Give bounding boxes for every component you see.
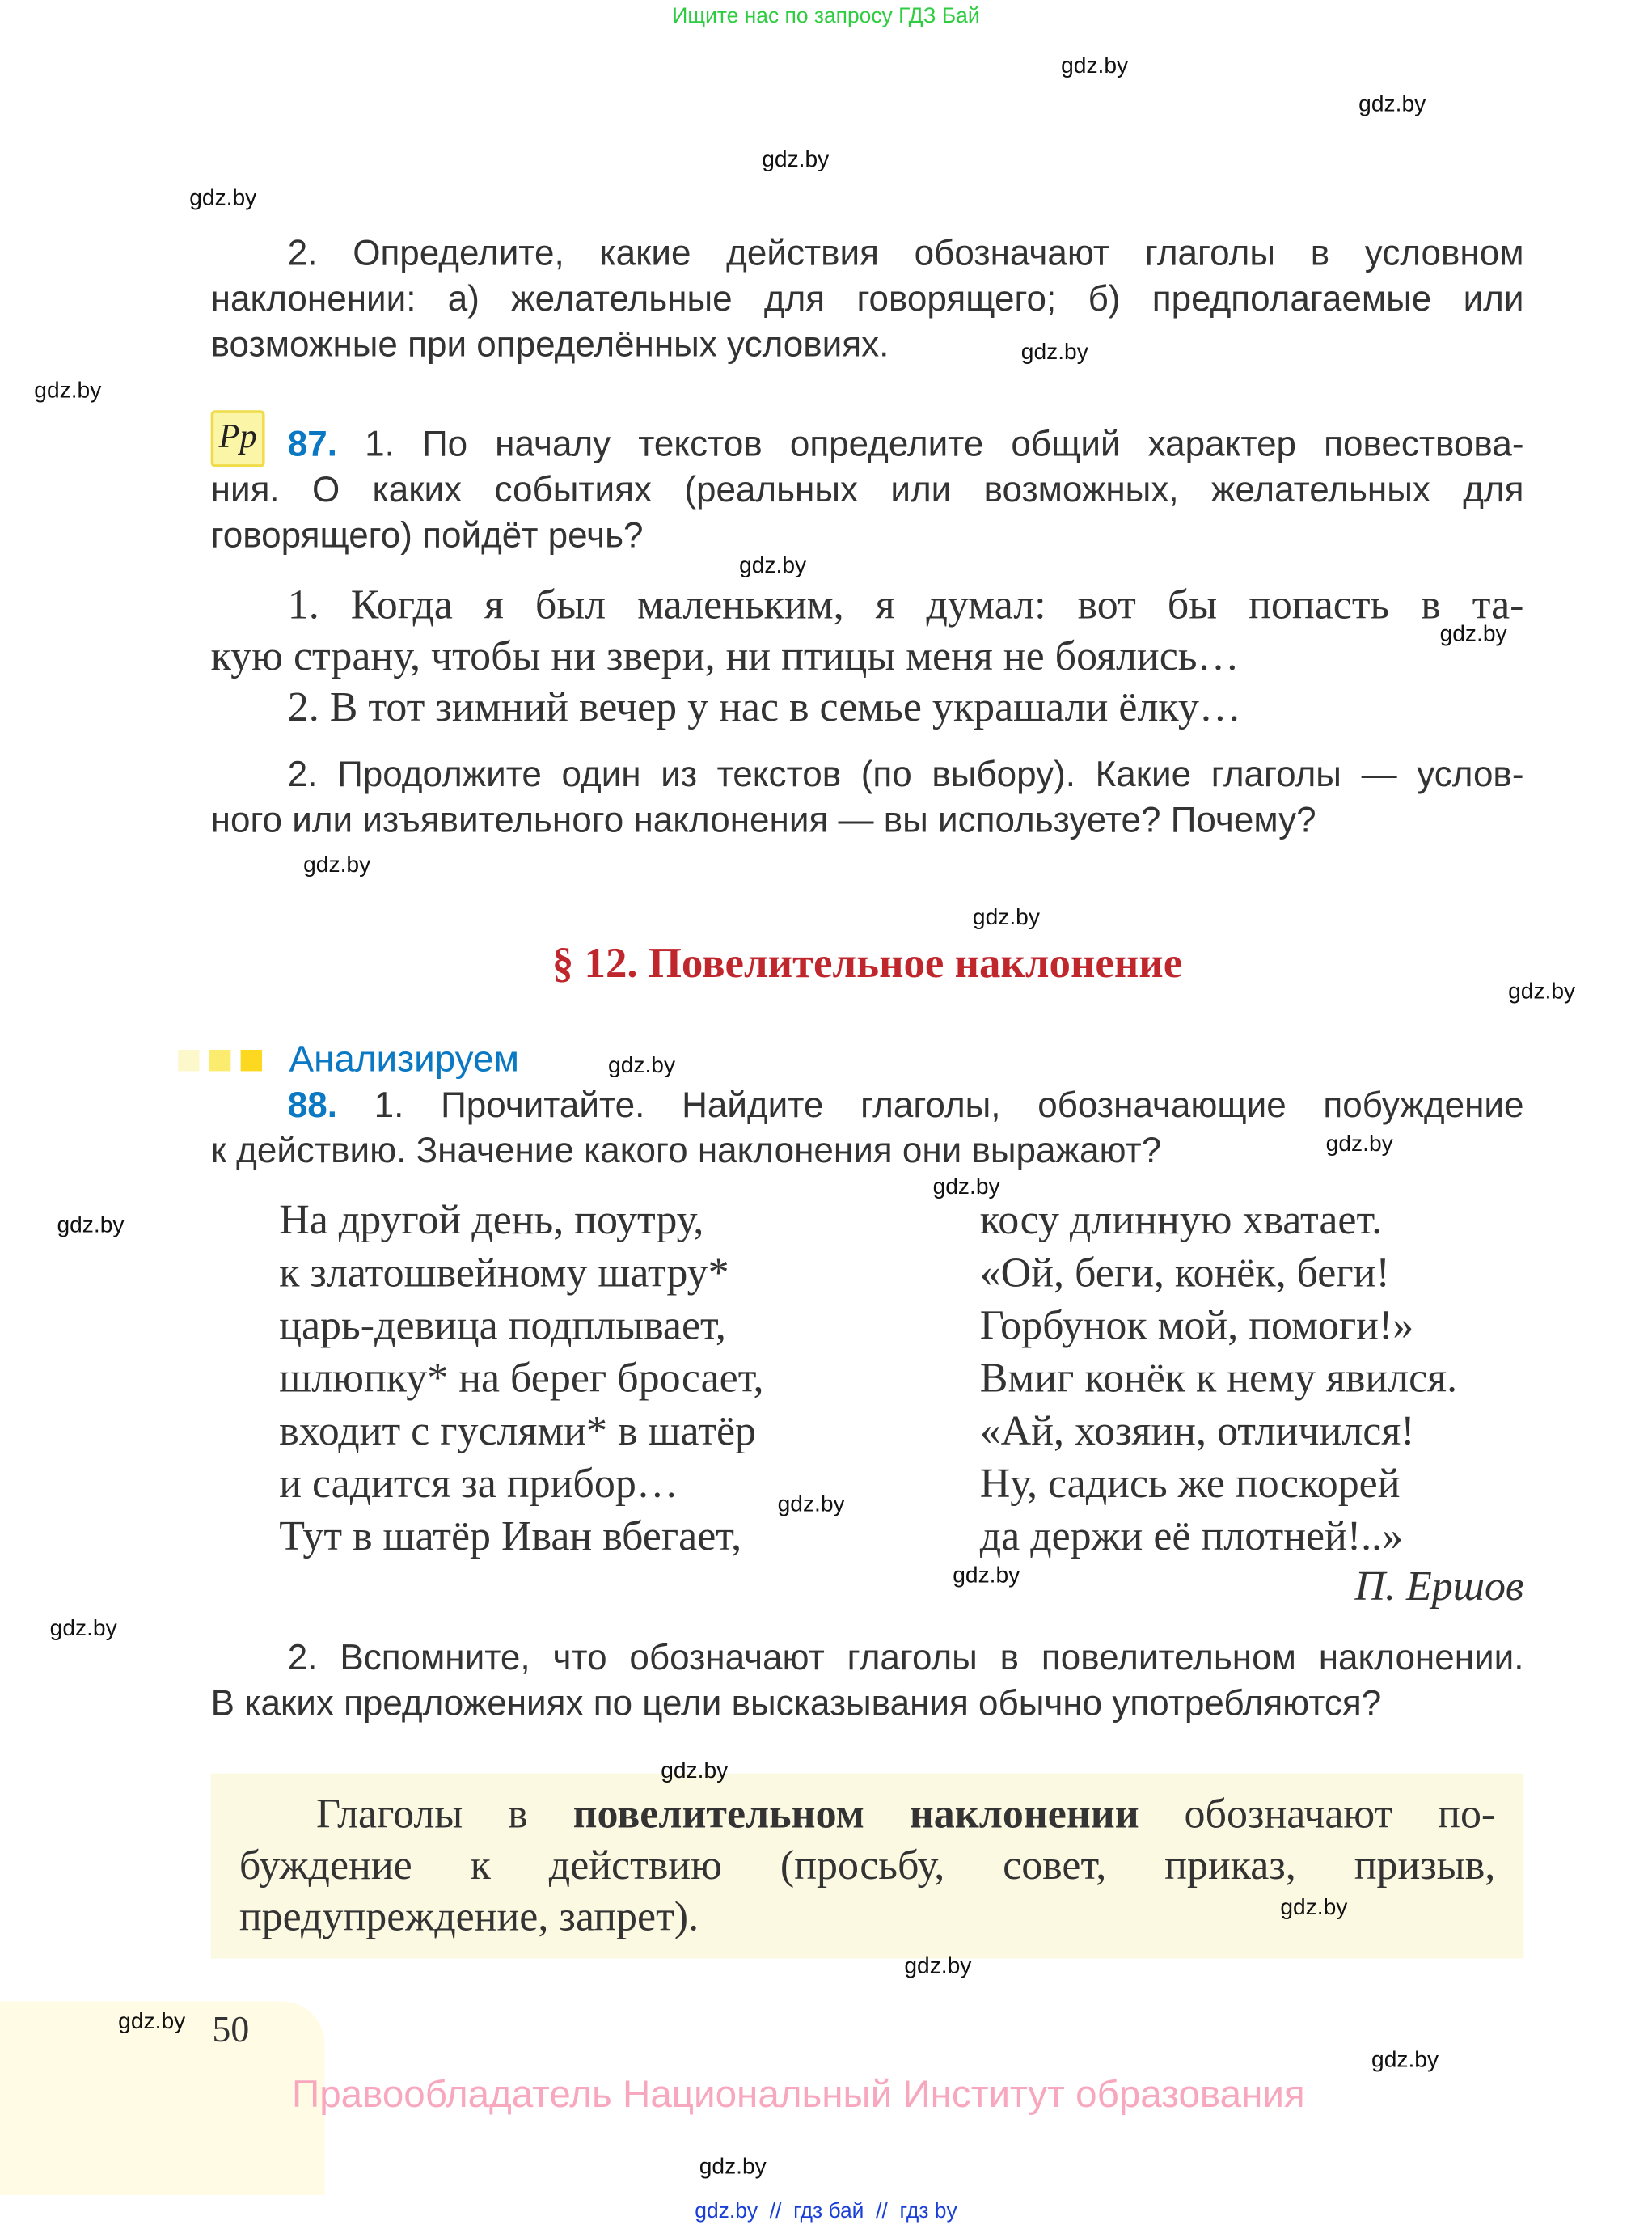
gdz-watermark: gdz.by bbox=[762, 148, 830, 173]
poem-line: «Ой, беги, конёк, беги! bbox=[979, 1250, 1390, 1297]
rubric-title: Анализируем bbox=[289, 1037, 519, 1080]
gdz-watermark: gdz.by bbox=[972, 906, 1040, 931]
poem-line: Тут в шатёр Иван вбегает, bbox=[279, 1514, 742, 1560]
gdz-watermark: gdz.by bbox=[1325, 1132, 1393, 1157]
gdz-watermark: gdz.by bbox=[1508, 979, 1576, 1005]
text-line: кую страну, чтобы ни звери, ни птицы меня не боялись… bbox=[210, 633, 1240, 680]
section-title: § 12. Повелительное наклонение bbox=[551, 940, 1183, 988]
exercise-87-texts bbox=[211, 580, 1524, 734]
exercise-87-task1 bbox=[211, 421, 1524, 558]
exercise-number: 88. bbox=[287, 1085, 337, 1126]
rule-box bbox=[211, 1774, 1524, 1959]
poem-left-column bbox=[279, 1195, 763, 1564]
gdz-watermark: gdz.by bbox=[1280, 1896, 1348, 1921]
text-line: ного или изъявительного наклонения — вы используете? Почему? bbox=[210, 800, 1316, 841]
poem-line: На другой день, поутру, bbox=[279, 1198, 704, 1244]
gdz-watermark: gdz.by bbox=[699, 2155, 767, 2180]
gdz-watermark: gdz.by bbox=[777, 1492, 845, 1517]
poem-line: входит с гуслями* в шатёр bbox=[279, 1408, 757, 1455]
poem-line: косу длинную хватает. bbox=[979, 1198, 1383, 1244]
exercise-87-task2 bbox=[211, 752, 1524, 844]
rule-term: повелительном наклонении bbox=[572, 1791, 1139, 1838]
poem-right-column bbox=[980, 1195, 1457, 1564]
gdz-watermark: gdz.by bbox=[57, 1213, 125, 1238]
poem-line: «Ай, хозяин, отличился! bbox=[979, 1408, 1415, 1455]
exercise-88-task2 bbox=[211, 1635, 1524, 1727]
gdz-watermark: gdz.by bbox=[1061, 53, 1129, 78]
text-line: 1. Когда я был маленьким, я думал: вот бы попасть в та- bbox=[287, 582, 1524, 628]
gdz-watermark: gdz.by bbox=[118, 2010, 186, 2034]
exercise-86-task2 bbox=[211, 231, 1524, 367]
gdz-watermark: gdz.by bbox=[904, 1954, 972, 1979]
text-line: наклонении: а) желательные для говорящего; б) предполагаемые или bbox=[210, 279, 1524, 319]
rule-text: обозначают по- bbox=[1139, 1791, 1496, 1838]
text: 1. Прочитайте. Найдите глаголы, обозначающие побуждение bbox=[374, 1085, 1524, 1126]
gdz-watermark: gdz.by bbox=[1020, 340, 1088, 365]
rule-line: предупреждение, запрет). bbox=[239, 1894, 699, 1940]
rule-line: буждение к действию (просьбу, совет, приказ, призыв, bbox=[239, 1842, 1496, 1889]
poem-line: Вмиг конёк к нему явился. bbox=[979, 1356, 1458, 1402]
copyright-notice: Правообладатель Национальный Институт образования bbox=[292, 2072, 1305, 2116]
poem-line: к златошвейному шатру* bbox=[279, 1250, 729, 1297]
poem-line: Ну, садись же поскорей bbox=[979, 1461, 1401, 1508]
poem-line: Горбунок мой, помоги!» bbox=[979, 1303, 1414, 1349]
gdz-watermark: gdz.by bbox=[661, 1759, 729, 1784]
gdz-watermark: gdz.by bbox=[1358, 92, 1426, 117]
gdz-watermark: gdz.by bbox=[739, 554, 807, 579]
text-line: говорящего) пойдёт речь? bbox=[210, 515, 644, 556]
rule-text: Глаголы в bbox=[315, 1791, 573, 1838]
poem-author: П. Ершов bbox=[1354, 1563, 1524, 1610]
poem-line: шлюпку* на берег бросает, bbox=[279, 1356, 764, 1402]
text: 1. По началу текстов определите общий характер повествова- bbox=[365, 424, 1524, 465]
text-line: 2. Вспомните, что обозначают глаголы в повелительном наклонении. bbox=[287, 1638, 1524, 1678]
text-line bbox=[211, 1083, 1524, 1128]
poem-line: царь-девица подплывает, bbox=[279, 1303, 726, 1349]
gdz-watermark: gdz.by bbox=[303, 852, 371, 878]
gdz-watermark: gdz.by bbox=[1439, 622, 1507, 647]
text-line: ния. О каких событиях (реальных или возможных, желательных для bbox=[210, 470, 1524, 510]
poem-line: и садится за прибор… bbox=[279, 1461, 678, 1508]
text-line: 2. Продолжите один из текстов (по выбору). Какие глаголы — услов- bbox=[287, 755, 1524, 795]
exercise-88-task1 bbox=[211, 1083, 1524, 1174]
text-line: 2. Определите, какие действия обозначают глаголы в условном bbox=[287, 233, 1524, 274]
gdz-watermark: gdz.by bbox=[608, 1054, 676, 1079]
text-line: возможные при определённых условиях. bbox=[210, 324, 889, 365]
header-banner[interactable]: Ищите нас по запросу ГДЗ Бай bbox=[672, 4, 980, 29]
gdz-watermark: gdz.by bbox=[932, 1174, 1000, 1199]
gdz-watermark: gdz.by bbox=[34, 379, 102, 404]
text-line bbox=[211, 421, 1524, 467]
rubric-squares-icon bbox=[178, 1050, 262, 1078]
gdz-watermark: gdz.by bbox=[953, 1563, 1020, 1588]
text-line: к действию. Значение какого наклонения они выражают? bbox=[210, 1131, 1162, 1171]
gdz-watermark: gdz.by bbox=[49, 1616, 117, 1641]
gdz-watermark: gdz.by bbox=[189, 186, 257, 211]
text-line: В каких предложениях по цели высказывания обычно употребляются? bbox=[210, 1683, 1382, 1724]
gdz-watermark: gdz.by bbox=[1371, 2048, 1439, 2073]
footer-links[interactable]: gdz.by // гдз бай // гдз by bbox=[695, 2199, 957, 2224]
speech-dev-icon: Рр bbox=[211, 410, 265, 467]
exercise-number: 87. bbox=[287, 424, 337, 465]
text-line: 2. В тот зимний вечер у нас в семье украшали ёлку… bbox=[287, 685, 1241, 731]
rule-line bbox=[239, 1789, 1495, 1840]
poem-line: да держи её плотней!..» bbox=[979, 1514, 1404, 1560]
page-number: 50 bbox=[212, 2008, 250, 2050]
